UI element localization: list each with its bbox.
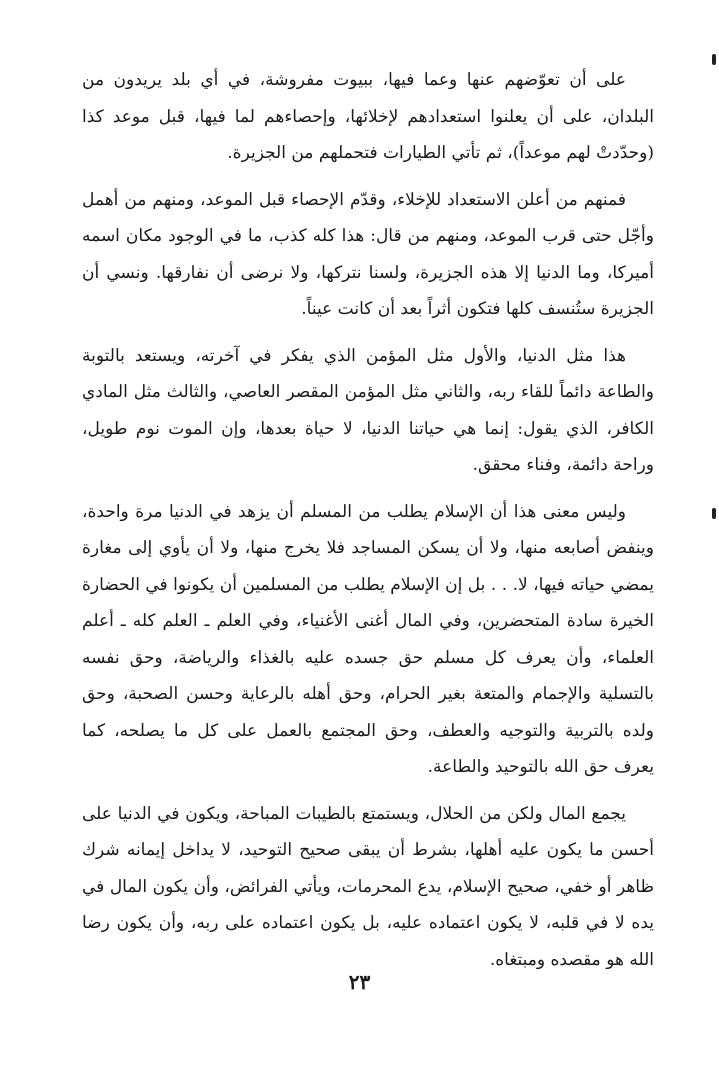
body-text [82,62,654,978]
paragraph-2: فمنهم من أعلن الاستعداد للإخلاء، وقدّم الإحصاء قبل الموعد، ومنهم من أهمل وأجّل حتى قرب الموعد، ومنهم من قال: هذا كله كذب، ما في الوجود مكان اسمه أميركا، وما الدنيا إلا هذه الجزيرة، ولسنا نتركها، ولا نرضى أن نفارقها. ونسي أن الجزيرة ستُنسف كلها فتكون أثراً بعد أن كانت عيناً. [82,189,654,319]
paragraph-5: يجمع المال ولكن من الحلال، ويستمتع بالطيبات المباحة، ويكون في الدنيا على أحسن ما يكون عليه أهلها، بشرط أن يبقى صحيح التوحيد، لا يداخل إيمانه شرك ظاهر أو خفي، صحيح الإسلام، يدع المحرمات، ويأتي الفرائض، وأن يكون المال في يده لا في قلبه، لا يكون اعتماده عليه، بل يكون اعتماده على ربه، وأن يكون رضا الله هو مقصده ومبتغاه. [82,803,654,970]
paragraph-3: هذا مثل الدنيا، والأول مثل المؤمن الذي يفكر في آخرته، ويستعد بالتوبة والطاعة دائماً للقاء ربه، والثاني مثل المؤمن المقصر العاصي، والثالث مثل المادي الكافر، الذي يقول: إنما هي حياتنا الدنيا، لا حياة بعدها، وإن الموت نوم طويل، وراحة دائمة، وفناء محقق. [82,345,654,475]
paragraph-4: وليس معنى هذا أن الإسلام يطلب من المسلم أن يزهد في الدنيا مرة واحدة، وينفض أصابعه منها، ولا أن يسكن المساجد فلا يخرج منها، ولا أن يأوي إلى مغارة يمضي حياته فيها، لا. . . بل إن الإسلام يطلب من المسلمين أن يكونوا في الحضارة الخيرة سادة المتحضرين، وفي المال أغنى الأغنياء، وفي العلم ـ العلم كله ـ أعلم العلماء، وأن يعرف كل مسلم حق جسده عليه بالغذاء والرياضة، وحق نفسه بالتسلية والإجمام والمتعة بغير الحرام، وحق أهله بالرعاية وحسن الصحبة، وحق ولده بالتربية والتوجيه والعطف، وحق المجتمع بالعمل على كل ما يصلحه، كما يعرف حق الله بالتوحيد والطاعة. [82,501,654,777]
margin-mark [712,508,716,519]
margin-mark [712,54,716,65]
paragraph-1: على أن تعوّضهم عنها وعما فيها، ببيوت مفروشة، في أي بلد يريدون من البلدان، على أن يعلنوا استعدادهم لإخلائها، وإحصاءهم لما فيها، قبل موعد كذا (وحدّدتْ لهم موعداً)، ثم تأتي الطيارات فتحملهم من الجزيرة. [82,70,654,163]
page-number: ٢٣ [348,970,371,994]
